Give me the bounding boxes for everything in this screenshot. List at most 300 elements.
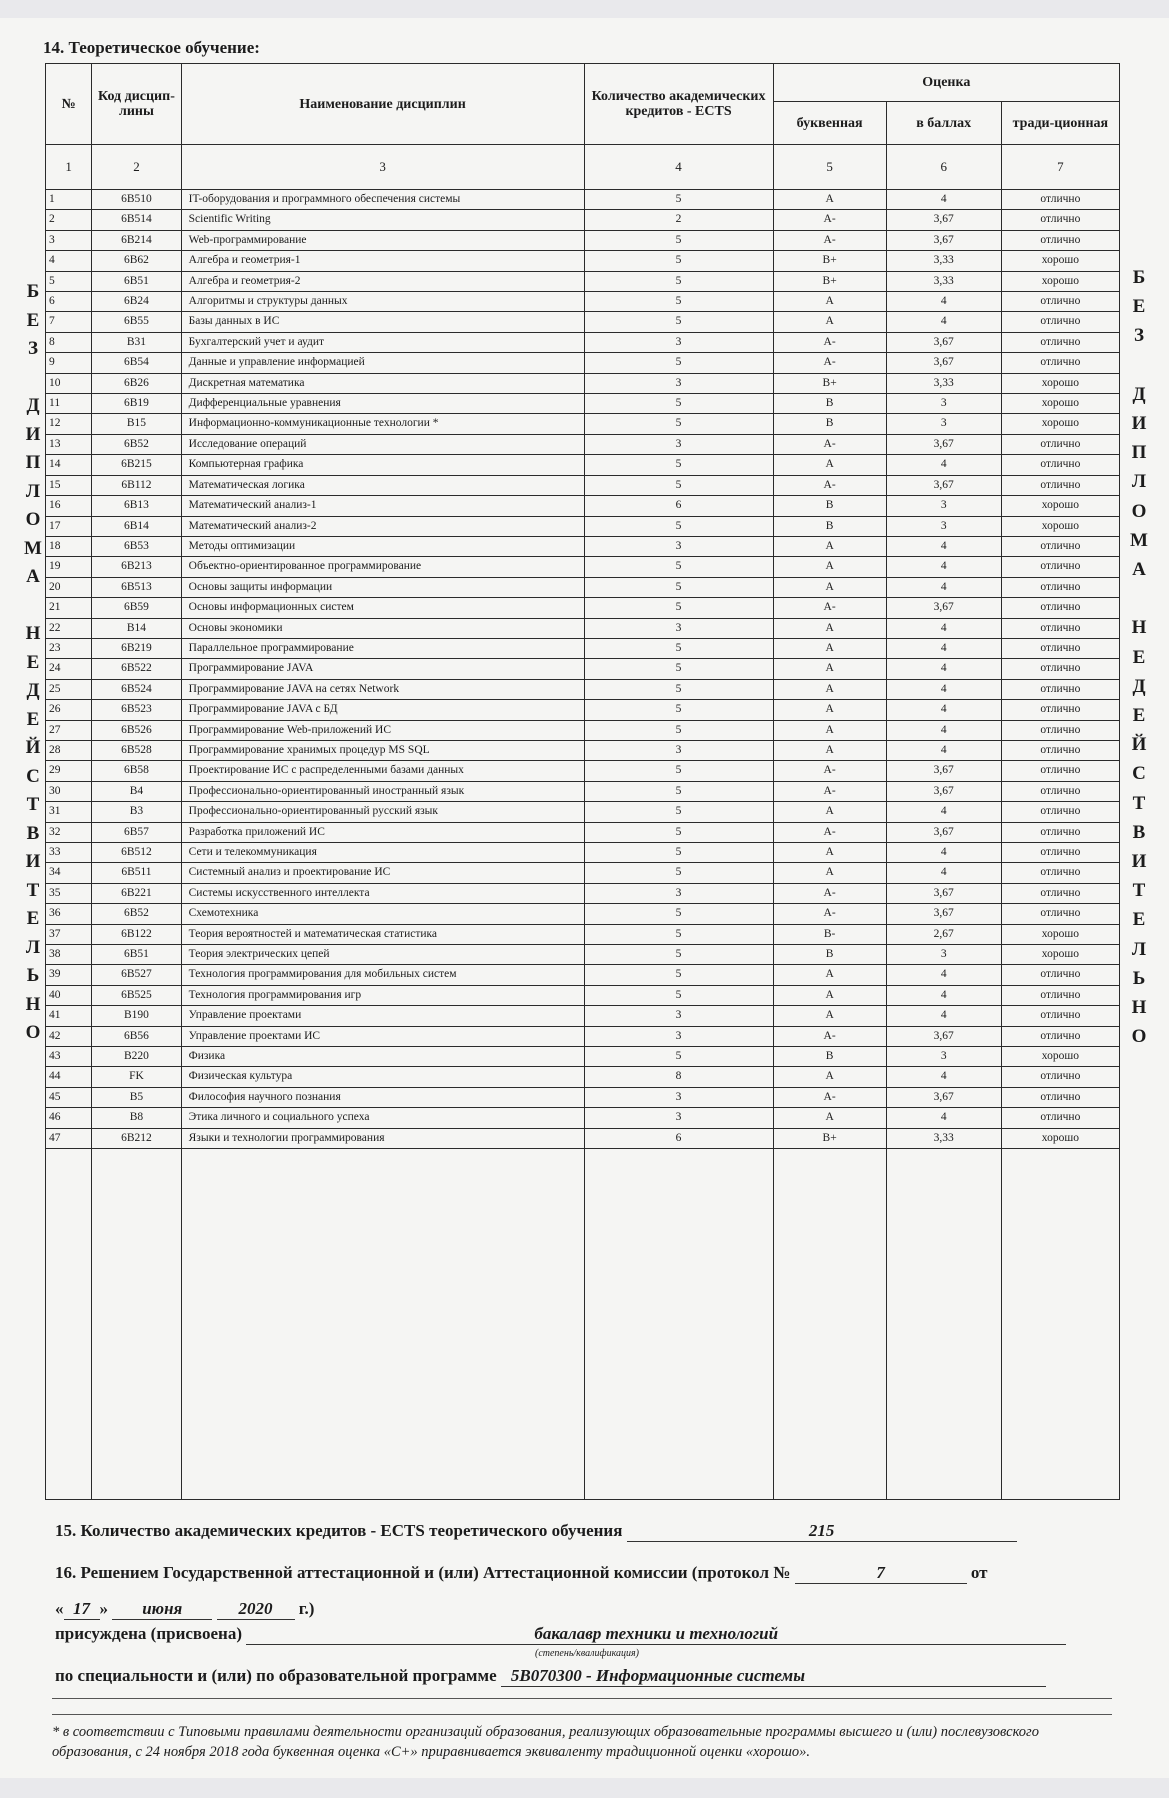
discipline-code: 6B510 [92,190,181,210]
row-number: 33 [46,843,92,863]
discipline-name: Физика [181,1047,584,1067]
credits: 5 [584,455,773,475]
traditional-grade: хорошо [1001,414,1119,434]
table-row [46,1108,1120,1128]
discipline-name: Программирование Web-приложений ИС [181,720,584,740]
discipline-code: 6B14 [92,516,181,536]
discipline-code: 6B55 [92,312,181,332]
row-number: 15 [46,475,92,495]
footnote: * в соответствии с Типовыми правилами деятельности организаций образования, реализующих образовательные программы высшего и (или) послевузовского образования, с 24 ноября 2018 года буквенная оценка «С+» приравнивается эквиваленту традиционной оценки «хорошо». [52,1724,1039,1760]
table-row [46,557,1120,577]
letter-grade: B [773,394,886,414]
discipline-code: 6B52 [92,904,181,924]
table-row [46,679,1120,699]
table-row [46,883,1120,903]
row-number: 42 [46,1026,92,1046]
table-row [46,1006,1120,1026]
row-number: 9 [46,353,92,373]
table-row [46,985,1120,1005]
letter-grade: A [773,720,886,740]
discipline-code: 6B514 [92,210,181,230]
discipline-name: Алгоритмы и структуры данных [181,292,584,312]
degree-caption: (степень/квалификация) [535,1648,639,1659]
quote-close: » [99,1599,108,1618]
letter-grade: A [773,312,886,332]
divider [52,1698,1112,1699]
discipline-code: 6B13 [92,496,181,516]
letter-grade: A [773,618,886,638]
traditional-grade: хорошо [1001,496,1119,516]
grade-points: 4 [886,843,1001,863]
year-suffix: г.) [298,1599,315,1618]
row-number: 5 [46,271,92,291]
discipline-code: 6B19 [92,394,181,414]
traditional-grade: отлично [1001,638,1119,658]
row-number: 1 [46,190,92,210]
traditional-grade: отлично [1001,985,1119,1005]
credits: 3 [584,536,773,556]
grades-table [45,63,1120,1500]
discipline-name: Программирование хранимых процедур MS SQL [181,740,584,760]
table-row [46,292,1120,312]
grade-points: 4 [886,577,1001,597]
discipline-name: Технология программирования для мобильных систем [181,965,584,985]
credits: 5 [584,863,773,883]
row-number: 8 [46,332,92,352]
row-number: 46 [46,1108,92,1128]
credits: 5 [584,557,773,577]
discipline-code: 6B221 [92,883,181,903]
grade-points: 3 [886,394,1001,414]
table-row [46,965,1120,985]
discipline-name: Программирование JAVA [181,659,584,679]
table-row [46,945,1120,965]
discipline-code: B8 [92,1108,181,1128]
credits: 6 [584,1128,773,1148]
discipline-name: Компьютерная графика [181,455,584,475]
row-number: 43 [46,1047,92,1067]
grade-points: 3,33 [886,1128,1001,1148]
credits: 5 [584,761,773,781]
discipline-name: Профессионально-ориентированный русский язык [181,802,584,822]
discipline-code: 6B51 [92,945,181,965]
discipline-name: IT-оборудования и программного обеспечения системы [181,190,584,210]
letter-grade: A- [773,332,886,352]
table-row [46,455,1120,475]
grade-points: 3,67 [886,353,1001,373]
grade-points: 4 [886,965,1001,985]
traditional-grade: отлично [1001,312,1119,332]
discipline-name: Управление проектами [181,1006,584,1026]
grade-points: 4 [886,190,1001,210]
grade-points: 3,67 [886,210,1001,230]
letter-grade: B [773,1047,886,1067]
traditional-grade: хорошо [1001,924,1119,944]
table-row [46,414,1120,434]
discipline-code: 6B512 [92,843,181,863]
table-row [46,1087,1120,1107]
grade-points: 3,67 [886,822,1001,842]
credits: 5 [584,802,773,822]
discipline-name: Теория вероятностей и математическая статистика [181,924,584,944]
grade-points: 4 [886,802,1001,822]
credits: 5 [584,985,773,1005]
date-year: 2020 [217,1599,295,1620]
col-number: 3 [181,145,584,190]
traditional-grade: отлично [1001,679,1119,699]
discipline-name: Объектно-ориентированное программирование [181,557,584,577]
credits-total-value: 215 [627,1521,1017,1542]
item-15 [55,1521,1017,1542]
quote-open: « [55,1599,64,1618]
credits: 5 [584,230,773,250]
header-grade: Оценка [773,64,1119,102]
side-text-left: Б Е З Д И П Л О М А Н Е Д Е Й С Т В И Т Е Л Ь Н О [24,281,42,1043]
credits-total-label: 15. Количество академических кредитов - ECTS теоретического обучения [55,1521,623,1540]
credits: 5 [584,394,773,414]
discipline-code: 6B523 [92,700,181,720]
discipline-code: 6B524 [92,679,181,699]
discipline-name: Базы данных в ИС [181,312,584,332]
discipline-code: 6B214 [92,230,181,250]
traditional-grade: отлично [1001,598,1119,618]
discipline-code: 6B528 [92,740,181,760]
discipline-code: 6B59 [92,598,181,618]
credits: 6 [584,496,773,516]
grade-points: 3 [886,945,1001,965]
diploma-supplement-page [0,18,1169,1778]
traditional-grade: хорошо [1001,251,1119,271]
letter-grade: B+ [773,251,886,271]
grade-points: 3,33 [886,271,1001,291]
credits: 5 [584,353,773,373]
discipline-code: B5 [92,1087,181,1107]
discipline-name: Философия научного познания [181,1087,584,1107]
traditional-grade: отлично [1001,618,1119,638]
grade-points: 3,67 [886,904,1001,924]
discipline-name: Программирование JAVA с БД [181,700,584,720]
discipline-name: Информационно-коммуникационные технологии * [181,414,584,434]
credits: 5 [584,822,773,842]
col-number: 1 [46,145,92,190]
header-letter: буквенная [773,102,886,145]
table-row [46,230,1120,250]
row-number: 27 [46,720,92,740]
letter-grade: A [773,190,886,210]
grade-points: 4 [886,863,1001,883]
grade-points: 4 [886,638,1001,658]
letter-grade: A- [773,434,886,454]
discipline-name: Основы защиты информации [181,577,584,597]
discipline-code: 6B522 [92,659,181,679]
traditional-grade: отлично [1001,577,1119,597]
grade-points: 3,33 [886,373,1001,393]
letter-grade: A [773,985,886,1005]
header-points: в баллах [886,102,1001,145]
credits: 5 [584,251,773,271]
discipline-name: Сети и телекоммуникация [181,843,584,863]
traditional-grade: отлично [1001,190,1119,210]
table-row [46,740,1120,760]
row-number: 11 [46,394,92,414]
table-row [46,863,1120,883]
traditional-grade: отлично [1001,332,1119,352]
row-number: 35 [46,883,92,903]
letter-grade: A [773,843,886,863]
row-number: 16 [46,496,92,516]
credits: 8 [584,1067,773,1087]
discipline-name: Программирование JAVA на сетях Network [181,679,584,699]
grade-points: 3,67 [886,883,1001,903]
letter-grade: A [773,659,886,679]
empty-rows-area [46,1149,1120,1500]
grade-points: 4 [886,1108,1001,1128]
side-text-right: Б Е З Д И П Л О М А Н Е Д Е Й С Т В И Т Е Л Ь Н О [1130,267,1148,1048]
grade-points: 3 [886,516,1001,536]
grade-points: 4 [886,740,1001,760]
letter-grade: A [773,557,886,577]
discipline-name: Системы искусственного интеллекта [181,883,584,903]
discipline-name: Этика личного и социального успеха [181,1108,584,1128]
table-row [46,659,1120,679]
credits: 3 [584,373,773,393]
table-row [46,1047,1120,1067]
discipline-code: B3 [92,802,181,822]
row-number: 36 [46,904,92,924]
table-row [46,577,1120,597]
credits: 5 [584,312,773,332]
credits: 5 [584,904,773,924]
row-number: 4 [46,251,92,271]
traditional-grade: хорошо [1001,516,1119,536]
col-number: 4 [584,145,773,190]
traditional-grade: отлично [1001,822,1119,842]
row-number: 44 [46,1067,92,1087]
credits: 3 [584,618,773,638]
credits: 3 [584,740,773,760]
traditional-grade: отлично [1001,904,1119,924]
discipline-code: B31 [92,332,181,352]
credits: 5 [584,638,773,658]
traditional-grade: отлично [1001,230,1119,250]
letter-grade: A [773,965,886,985]
credits: 5 [584,577,773,597]
discipline-code: FK [92,1067,181,1087]
credits: 5 [584,659,773,679]
table-row [46,496,1120,516]
table-row [46,904,1120,924]
credits: 3 [584,883,773,903]
credits: 5 [584,945,773,965]
discipline-code: 6B215 [92,455,181,475]
row-number: 17 [46,516,92,536]
row-number: 18 [46,536,92,556]
discipline-name: Алгебра и геометрия-1 [181,251,584,271]
grade-points: 3,67 [886,1026,1001,1046]
letter-grade: A- [773,1087,886,1107]
discipline-name: Алгебра и геометрия-2 [181,271,584,291]
table-row [46,1128,1120,1148]
row-number: 2 [46,210,92,230]
traditional-grade: отлично [1001,863,1119,883]
discipline-name: Основы экономики [181,618,584,638]
letter-grade: A- [773,353,886,373]
row-number: 28 [46,740,92,760]
grade-points: 4 [886,536,1001,556]
discipline-code: 6B24 [92,292,181,312]
credits: 5 [584,700,773,720]
table-row [46,516,1120,536]
discipline-name: Дискретная математика [181,373,584,393]
traditional-grade: хорошо [1001,1128,1119,1148]
row-number: 26 [46,700,92,720]
row-number: 32 [46,822,92,842]
discipline-name: Разработка приложений ИС [181,822,584,842]
row-number: 13 [46,434,92,454]
grade-points: 4 [886,312,1001,332]
discipline-code: 6B511 [92,863,181,883]
date-day: 17 [64,1599,100,1620]
letter-grade: A- [773,761,886,781]
credits: 3 [584,1006,773,1026]
traditional-grade: отлично [1001,1108,1119,1128]
letter-grade: A- [773,822,886,842]
table-row [46,312,1120,332]
grade-points: 4 [886,455,1001,475]
credits: 5 [584,720,773,740]
table-row [46,720,1120,740]
table-row [46,761,1120,781]
discipline-code: 6B527 [92,965,181,985]
col-number: 5 [773,145,886,190]
grade-points: 3,67 [886,781,1001,801]
discipline-name: Бухгалтерский учет и аудит [181,332,584,352]
traditional-grade: отлично [1001,802,1119,822]
grade-points: 3,67 [886,475,1001,495]
grade-points: 4 [886,659,1001,679]
row-number: 21 [46,598,92,618]
discipline-name: Схемотехника [181,904,584,924]
table-row [46,700,1120,720]
row-number: 41 [46,1006,92,1026]
discipline-name: Математическая логика [181,475,584,495]
discipline-code: 6B112 [92,475,181,495]
letter-grade: A [773,740,886,760]
letter-grade: B [773,516,886,536]
letter-grade: B- [773,924,886,944]
grade-points: 3 [886,496,1001,516]
table-row [46,271,1120,291]
grade-points: 3,67 [886,1087,1001,1107]
letter-grade: A [773,638,886,658]
table-row [46,802,1120,822]
traditional-grade: отлично [1001,210,1119,230]
credits: 3 [584,1108,773,1128]
letter-grade: A- [773,230,886,250]
traditional-grade: отлично [1001,659,1119,679]
credits: 5 [584,190,773,210]
table-row [46,536,1120,556]
table-row [46,332,1120,352]
item-16 [55,1563,987,1584]
table-row [46,394,1120,414]
column-number-row [46,145,1120,190]
letter-grade: A- [773,781,886,801]
credits: 5 [584,475,773,495]
row-number: 29 [46,761,92,781]
traditional-grade: отлично [1001,1087,1119,1107]
grade-points: 4 [886,985,1001,1005]
table-row [46,598,1120,618]
row-number: 40 [46,985,92,1005]
traditional-grade: хорошо [1001,945,1119,965]
row-number: 12 [46,414,92,434]
credits: 5 [584,843,773,863]
discipline-code: 6B62 [92,251,181,271]
row-number: 38 [46,945,92,965]
table-row [46,781,1120,801]
row-number: 7 [46,312,92,332]
traditional-grade: отлично [1001,965,1119,985]
discipline-code: 6B213 [92,557,181,577]
discipline-code: 6B212 [92,1128,181,1148]
discipline-code: 6B57 [92,822,181,842]
grade-points: 4 [886,700,1001,720]
letter-grade: A [773,455,886,475]
letter-grade: A- [773,210,886,230]
credits: 3 [584,434,773,454]
header-credits: Количество академических кредитов - ECTS [584,64,773,145]
traditional-grade: хорошо [1001,271,1119,291]
row-number: 34 [46,863,92,883]
letter-grade: A [773,679,886,699]
table-row [46,1026,1120,1046]
grade-points: 3,67 [886,332,1001,352]
grade-points: 4 [886,1067,1001,1087]
letter-grade: A [773,1108,886,1128]
letter-grade: B+ [773,1128,886,1148]
letter-grade: A [773,700,886,720]
letter-grade: A [773,577,886,597]
discipline-name: Математический анализ-1 [181,496,584,516]
degree-value: бакалавр техники и технологий [246,1624,1066,1645]
traditional-grade: хорошо [1001,1047,1119,1067]
table-row [46,843,1120,863]
letter-grade: A- [773,598,886,618]
discipline-code: 6B526 [92,720,181,740]
grade-points: 3,67 [886,598,1001,618]
credits: 5 [584,414,773,434]
discipline-name: Физическая культура [181,1067,584,1087]
table-row [46,434,1120,454]
row-number: 22 [46,618,92,638]
table-row [46,353,1120,373]
protocol-number: 7 [795,1563,967,1584]
discipline-name: Математический анализ-2 [181,516,584,536]
discipline-name: Системный анализ и проектирование ИС [181,863,584,883]
credits: 5 [584,271,773,291]
letter-grade: B [773,414,886,434]
row-number: 3 [46,230,92,250]
traditional-grade: отлично [1001,781,1119,801]
traditional-grade: отлично [1001,1067,1119,1087]
col-number: 2 [92,145,181,190]
letter-grade: A [773,292,886,312]
row-number: 23 [46,638,92,658]
discipline-code: 6B513 [92,577,181,597]
grade-points: 3,67 [886,761,1001,781]
credits: 2 [584,210,773,230]
